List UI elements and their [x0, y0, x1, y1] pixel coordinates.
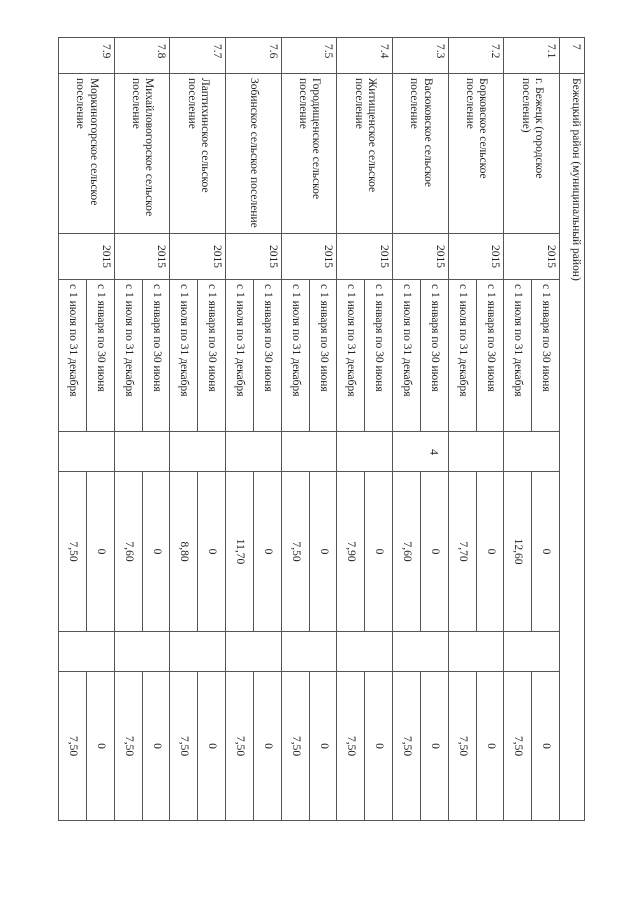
section-number: 7: [560, 38, 585, 74]
period-first-half: с 1 января по 30 июня: [142, 280, 170, 432]
section-title: Бежецкий район (муниципальный район): [560, 74, 585, 821]
spacer-cell: [226, 432, 282, 472]
value-a-second-half: 11,70: [226, 472, 254, 632]
row-year: 2015: [170, 234, 226, 280]
period-second-half: с 1 июля по 31 декабря: [448, 280, 476, 432]
table-row: [476, 38, 504, 821]
value-b-first-half: 0: [476, 672, 504, 821]
row-name: Лаптихинское сельское поселение: [170, 74, 226, 234]
spacer-cell: [59, 632, 115, 672]
row-year: 2015: [337, 234, 393, 280]
spacer-cell: [170, 632, 226, 672]
value-b-first-half: 0: [365, 672, 393, 821]
value-b-first-half: 0: [86, 672, 114, 821]
row-name: Зобинское сельское поселение: [226, 74, 282, 234]
spacer-cell: [504, 632, 560, 672]
spacer-cell: [393, 432, 449, 472]
table-row: [365, 38, 393, 821]
value-b-second-half: 7,50: [448, 672, 476, 821]
value-b-first-half: 0: [532, 672, 560, 821]
value-a-second-half: 7,60: [114, 472, 142, 632]
row-number: 7.4: [337, 38, 393, 74]
row-name: г. Бежецк (городское поселение): [504, 74, 560, 234]
table-row: [309, 38, 337, 821]
spacer-cell: [393, 632, 449, 672]
value-b-second-half: 7,50: [114, 672, 142, 821]
period-first-half: с 1 января по 30 июня: [365, 280, 393, 432]
period-first-half: с 1 января по 30 июня: [476, 280, 504, 432]
spacer-cell: [114, 432, 170, 472]
table-row: [420, 38, 448, 821]
value-b-first-half: 0: [309, 672, 337, 821]
spacer-cell: [226, 632, 282, 672]
period-first-half: с 1 января по 30 июня: [309, 280, 337, 432]
value-a-first-half: 0: [198, 472, 226, 632]
table-row: [532, 38, 560, 821]
value-b-first-half: 0: [198, 672, 226, 821]
value-b-first-half: 0: [420, 672, 448, 821]
rotated-table-container: [58, 37, 585, 820]
value-a-first-half: 0: [253, 472, 281, 632]
period-second-half: с 1 июля по 31 декабря: [337, 280, 365, 432]
value-b-first-half: 0: [253, 672, 281, 821]
value-a-first-half: 0: [142, 472, 170, 632]
period-second-half: с 1 июля по 31 декабря: [226, 280, 254, 432]
value-a-second-half: 8,80: [170, 472, 198, 632]
table-row: [142, 38, 170, 821]
row-number: 7.2: [448, 38, 504, 74]
value-b-first-half: 0: [142, 672, 170, 821]
row-name: Михайловогорское сельское поселение: [114, 74, 170, 234]
value-a-second-half: 12,60: [504, 472, 532, 632]
row-year: 2015: [281, 234, 337, 280]
spacer-cell: [281, 432, 337, 472]
period-first-half: с 1 января по 30 июня: [253, 280, 281, 432]
value-a-second-half: 7,50: [281, 472, 309, 632]
spacer-cell: [281, 632, 337, 672]
table-body: [59, 38, 585, 821]
value-a-second-half: 7,70: [448, 472, 476, 632]
value-a-first-half: 0: [365, 472, 393, 632]
value-a-first-half: 0: [476, 472, 504, 632]
row-name: Васюковское сельское поселение: [393, 74, 449, 234]
section-row: [560, 38, 585, 821]
row-year: 2015: [448, 234, 504, 280]
period-first-half: с 1 января по 30 июня: [198, 280, 226, 432]
value-a-first-half: 0: [86, 472, 114, 632]
spacer-cell: [504, 432, 560, 472]
spacer-cell: [114, 632, 170, 672]
value-a-second-half: 7,50: [59, 472, 87, 632]
spacer-cell: [448, 632, 504, 672]
spacer-cell: [448, 432, 504, 472]
value-b-second-half: 7,50: [59, 672, 87, 821]
row-name: Борковское сельское поселение: [448, 74, 504, 234]
value-b-second-half: 7,50: [170, 672, 198, 821]
period-first-half: с 1 января по 30 июня: [86, 280, 114, 432]
table-row: [198, 38, 226, 821]
value-a-first-half: 0: [309, 472, 337, 632]
value-b-second-half: 7,50: [226, 672, 254, 821]
row-year: 2015: [59, 234, 115, 280]
row-number: 7.8: [114, 38, 170, 74]
row-number: 7.3: [393, 38, 449, 74]
period-second-half: с 1 июля по 31 декабря: [114, 280, 142, 432]
row-name: Городищенское сельское поселение: [281, 74, 337, 234]
page-number: 4: [427, 449, 442, 455]
period-second-half: с 1 июля по 31 декабря: [393, 280, 421, 432]
row-number: 7.9: [59, 38, 115, 74]
value-a-second-half: 7,60: [393, 472, 421, 632]
table-row: [86, 38, 114, 821]
value-b-second-half: 7,50: [504, 672, 532, 821]
value-b-second-half: 7,50: [337, 672, 365, 821]
value-b-second-half: 7,50: [281, 672, 309, 821]
period-second-half: с 1 июля по 31 декабря: [59, 280, 87, 432]
row-number: 7.1: [504, 38, 560, 74]
row-year: 2015: [226, 234, 282, 280]
row-number: 7.6: [226, 38, 282, 74]
table-row: [253, 38, 281, 821]
period-second-half: с 1 июля по 31 декабря: [504, 280, 532, 432]
tariff-table: [58, 37, 585, 821]
row-number: 7.5: [281, 38, 337, 74]
value-a-second-half: 7,90: [337, 472, 365, 632]
row-year: 2015: [393, 234, 449, 280]
spacer-cell: [59, 432, 115, 472]
value-a-first-half: 0: [420, 472, 448, 632]
spacer-cell: [337, 432, 393, 472]
value-a-first-half: 0: [532, 472, 560, 632]
spacer-cell: [170, 432, 226, 472]
period-first-half: с 1 января по 30 июня: [420, 280, 448, 432]
period-second-half: с 1 июля по 31 декабря: [281, 280, 309, 432]
spacer-cell: [337, 632, 393, 672]
period-second-half: с 1 июля по 31 декабря: [170, 280, 198, 432]
row-year: 2015: [114, 234, 170, 280]
value-b-second-half: 7,50: [393, 672, 421, 821]
period-first-half: с 1 января по 30 июня: [532, 280, 560, 432]
row-name: Моркиногорское сельское поселение: [59, 74, 115, 234]
row-year: 2015: [504, 234, 560, 280]
row-number: 7.7: [170, 38, 226, 74]
row-name: Житищенское сельское поселение: [337, 74, 393, 234]
